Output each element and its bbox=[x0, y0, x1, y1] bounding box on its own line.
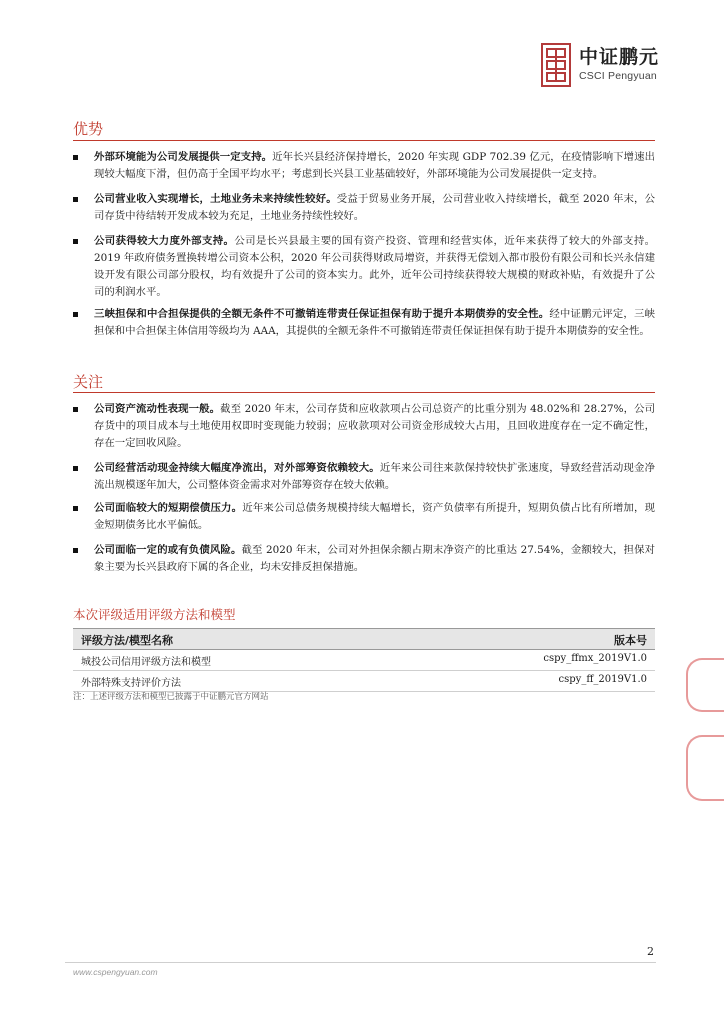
list-item bbox=[73, 149, 655, 183]
footer-divider bbox=[65, 962, 656, 963]
table-row bbox=[73, 671, 655, 692]
version-cell: cspy_ff_2019V1.0 bbox=[558, 674, 647, 685]
list-item bbox=[73, 401, 655, 452]
item-lead: 公司面临较大的短期偿债压力。 bbox=[94, 502, 243, 514]
version-cell: cspy_ffmx_2019V1.0 bbox=[543, 653, 647, 664]
bullet-marker bbox=[73, 197, 78, 202]
item-text: 截至 2020 年末，公司存货和应收款项占公司总资产的比重分别为 48.02%和 28.27%，公司存货中的项目成本与土地使用权即时变现能力较弱；应收款项对公司资金形成较大占用，且回收进度存在一定不确定性，存在一定回收风险。 bbox=[94, 403, 656, 449]
list-item bbox=[73, 191, 655, 225]
list-item bbox=[73, 460, 655, 494]
methods-table-title: 本次评级适用评级方法和模型 bbox=[73, 607, 236, 622]
item-lead: 公司获得较大力度外部支持。 bbox=[94, 235, 235, 247]
section-divider bbox=[73, 140, 655, 141]
list-item bbox=[73, 542, 655, 576]
column-header-method: 评级方法/模型名称 bbox=[81, 634, 174, 647]
item-text: 经中证鹏元评定，三峡担保和中合担保主体信用等级均为 AAA，其提供的全额无条件不可撤销连带责任保证担保有助于提升本期债券的安全性。 bbox=[94, 308, 655, 337]
item-lead: 公司经营活动现金持续大幅度净流出，对外部筹资依赖较大。 bbox=[94, 462, 380, 474]
item-text: 近年来公司往来款保持较快扩张速度，导致经营活动现金净流出规模逐年加大，公司整体资金需求对外部筹资存在较大依赖。 bbox=[94, 462, 655, 491]
item-text: 公司是长兴县最主要的国有资产投资、管理和经营实体，近年来获得了较大的外部支持。2019 年政府债务置换转增公司资本公积，2020 年公司获得财政局增资，并获得无偿划入都市股份有限公司和长兴永信建设开发有限公司部分股权，均有效提升了公司的资本实力。此外，近年公司持续获得较大规模的财政补贴，有效提升了公司的利润水平。 bbox=[94, 235, 656, 298]
item-lead: 外部环境能为公司发展提供一定支持。 bbox=[94, 151, 273, 163]
bullet-marker bbox=[73, 312, 78, 317]
column-header-version: 版本号 bbox=[614, 634, 647, 647]
item-lead: 公司营业收入实现增长，土地业务未来持续性较好。 bbox=[94, 193, 337, 205]
bullet-marker bbox=[73, 407, 78, 412]
logo-chinese-name: 中证鹏元 bbox=[579, 46, 660, 69]
page-number: 2 bbox=[647, 945, 654, 958]
bullet-marker bbox=[73, 548, 78, 553]
table-header-row bbox=[73, 628, 655, 650]
item-lead: 三峡担保和中合担保提供的全额无条件不可撤销连带责任保证担保有助于提升本期债券的安全性。 bbox=[94, 308, 550, 320]
table-footnote: 注：上述评级方法和模型已披露于中证鹏元官方网站 bbox=[73, 692, 269, 702]
table-row bbox=[73, 650, 655, 671]
item-text: 近年长兴县经济保持增长，2020 年实现 GDP 702.39 亿元，在疫情影响下增速出现较大幅度下滑，但仍高于全国平均水平；考虑到长兴县工业基础较好，外部环境能为公司发展提供一定支持。 bbox=[94, 151, 655, 180]
logo-english-name: CSCI Pengyuan bbox=[579, 70, 657, 83]
bullet-marker bbox=[73, 239, 78, 244]
item-lead: 公司资产流动性表现一般。 bbox=[94, 403, 221, 415]
list-item bbox=[73, 233, 655, 301]
bullet-marker bbox=[73, 155, 78, 160]
footer-website: www.cspengyuan.com bbox=[73, 967, 158, 977]
bullet-marker bbox=[73, 506, 78, 511]
item-text: 受益于贸易业务开展，公司营业收入持续增长，截至 2020 年末，公司存货中待结转开发成本较为充足，土地业务持续性较好。 bbox=[94, 193, 655, 222]
methods-table bbox=[73, 628, 655, 692]
pengyuan-logo-icon bbox=[541, 43, 571, 87]
bullet-marker bbox=[73, 466, 78, 471]
list-item bbox=[73, 500, 655, 534]
list-item bbox=[73, 306, 655, 340]
item-text: 近年来公司总债务规模持续大幅增长，资产负债率有所提升，短期负债占比有所增加，现金短期债务比水平偏低。 bbox=[94, 502, 656, 531]
seal-stamp-upper bbox=[686, 658, 724, 712]
item-lead: 公司面临一定的或有负债风险。 bbox=[94, 544, 242, 556]
item-text: 截至 2020 年末，公司对外担保余额占期末净资产的比重达 27.54%，金额较大，担保对象主要为长兴县政府下属的各企业，均未安排反担保措施。 bbox=[94, 544, 656, 573]
section-title-concerns: 关注 bbox=[73, 373, 104, 391]
company-logo bbox=[541, 43, 659, 87]
method-name-cell: 外部特殊支持评价方法 bbox=[81, 678, 181, 689]
method-name-cell: 城投公司信用评级方法和模型 bbox=[81, 657, 211, 668]
section-divider bbox=[73, 392, 655, 393]
seal-stamp-lower bbox=[686, 735, 724, 801]
section-title-strengths: 优势 bbox=[73, 120, 104, 138]
